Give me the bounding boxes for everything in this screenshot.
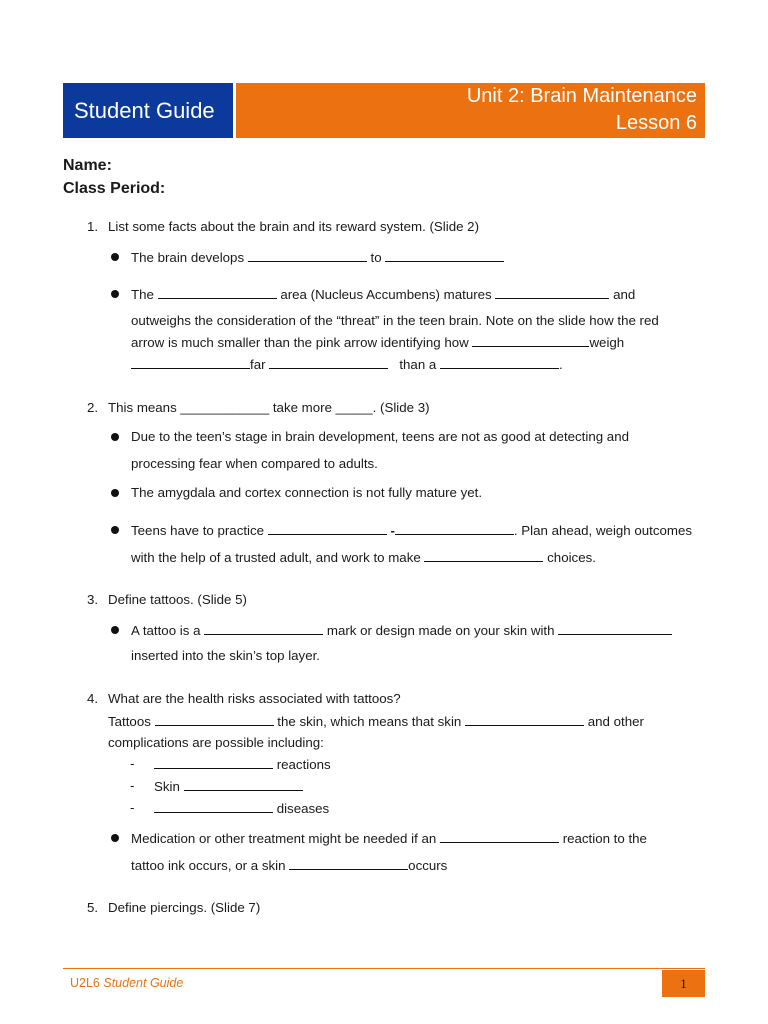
question-number: 1. <box>87 219 99 234</box>
bullet-text-continued: outweighs the consideration of the “threat” in the teen brain. Note on the slide how the red <box>131 313 659 328</box>
bullet-icon <box>111 290 119 298</box>
bullet-icon <box>111 489 119 497</box>
question-text: What are the health risks associated with tattoos? <box>108 691 401 706</box>
bullet-text: Medication or other treatment might be needed if an reaction to the <box>131 831 647 846</box>
answer-blank[interactable] <box>268 522 387 535</box>
question-text: Define tattoos. (Slide 5) <box>108 592 247 607</box>
bullet-text-continued: arrow is much smaller than the pink arrow identifying how weigh <box>131 335 625 350</box>
page-number: 1 <box>662 970 705 997</box>
bullet-text-continued: processing fear when compared to adults. <box>131 456 378 471</box>
answer-blank[interactable] <box>289 857 408 870</box>
dash-marker: - <box>130 756 135 771</box>
dash-marker: - <box>130 800 135 815</box>
bullet-text-continued: inserted into the skin’s top layer. <box>131 648 320 663</box>
bullet-text-continued: far than a . <box>131 356 563 373</box>
answer-blank[interactable] <box>440 830 559 843</box>
footer-label: U2L6 Student Guide <box>70 976 184 990</box>
bullet-icon <box>111 253 119 261</box>
answer-blank[interactable] <box>184 778 303 791</box>
answer-blank[interactable] <box>155 713 274 726</box>
answer-blank[interactable] <box>154 800 273 813</box>
question-text-line: Tattoos the skin, which means that skin and other <box>108 714 644 729</box>
answer-blank[interactable] <box>472 334 589 347</box>
answer-blank[interactable] <box>385 249 504 262</box>
question-text: This means ____________ take more _____. (Slide 3) <box>108 400 430 415</box>
bullet-text: The area (Nucleus Accumbens) matures and <box>131 287 636 302</box>
header-banner <box>63 83 705 138</box>
question-text-line: complications are possible including: <box>108 735 324 750</box>
bullet-icon <box>111 626 119 634</box>
class-period-field-label: Class Period: <box>63 180 166 197</box>
question-number: 2. <box>87 400 99 415</box>
answer-blank[interactable] <box>269 356 388 369</box>
answer-blank[interactable] <box>495 286 609 299</box>
bullet-text: Teens have to practice - . Plan ahead, weigh outcomes <box>131 523 693 538</box>
bullet-text: The amygdala and cortex connection is not fully mature yet. <box>131 485 483 500</box>
name-field-label: Name: <box>63 157 112 174</box>
answer-blank[interactable] <box>395 522 514 535</box>
answer-blank[interactable] <box>204 622 323 635</box>
answer-blank[interactable] <box>158 286 277 299</box>
answer-blank[interactable] <box>558 622 672 635</box>
unit-title: Unit 2: Brain Maintenance <box>466 85 697 107</box>
bullet-text-continued: tattoo ink occurs, or a skin occurs <box>131 858 448 873</box>
bullet-text: Due to the teen’s stage in brain development, teens are not as good at detecting and <box>131 429 629 444</box>
footer-divider <box>63 968 705 969</box>
list-item-text: reactions <box>154 756 331 773</box>
bullet-text: A tattoo is a mark or design made on your skin with <box>131 622 672 639</box>
document-title: Student Guide <box>63 83 244 138</box>
list-item-text: Skin <box>154 778 303 795</box>
list-item-text: diseases <box>154 800 329 817</box>
answer-blank[interactable] <box>424 549 543 562</box>
unit-lesson-block <box>233 83 705 138</box>
question-number: 3. <box>87 592 99 607</box>
answer-blank[interactable] <box>248 249 367 262</box>
answer-blank[interactable] <box>465 713 584 726</box>
bullet-icon <box>111 834 119 842</box>
question-number: 5. <box>87 900 99 915</box>
lesson-title: Lesson 6 <box>615 112 697 134</box>
question-number: 4. <box>87 691 99 706</box>
dash-marker: - <box>130 778 135 793</box>
bullet-text: The brain develops to <box>131 249 504 266</box>
question-text: Define piercings. (Slide 7) <box>108 900 261 915</box>
bullet-text-continued: with the help of a trusted adult, and work to make choices. <box>131 550 596 565</box>
answer-blank[interactable] <box>154 756 273 769</box>
bullet-icon <box>111 433 119 441</box>
answer-blank[interactable] <box>440 356 559 369</box>
question-text: List some facts about the brain and its reward system. (Slide 2) <box>108 219 480 234</box>
answer-blank[interactable] <box>131 356 250 369</box>
bullet-icon <box>111 526 119 534</box>
